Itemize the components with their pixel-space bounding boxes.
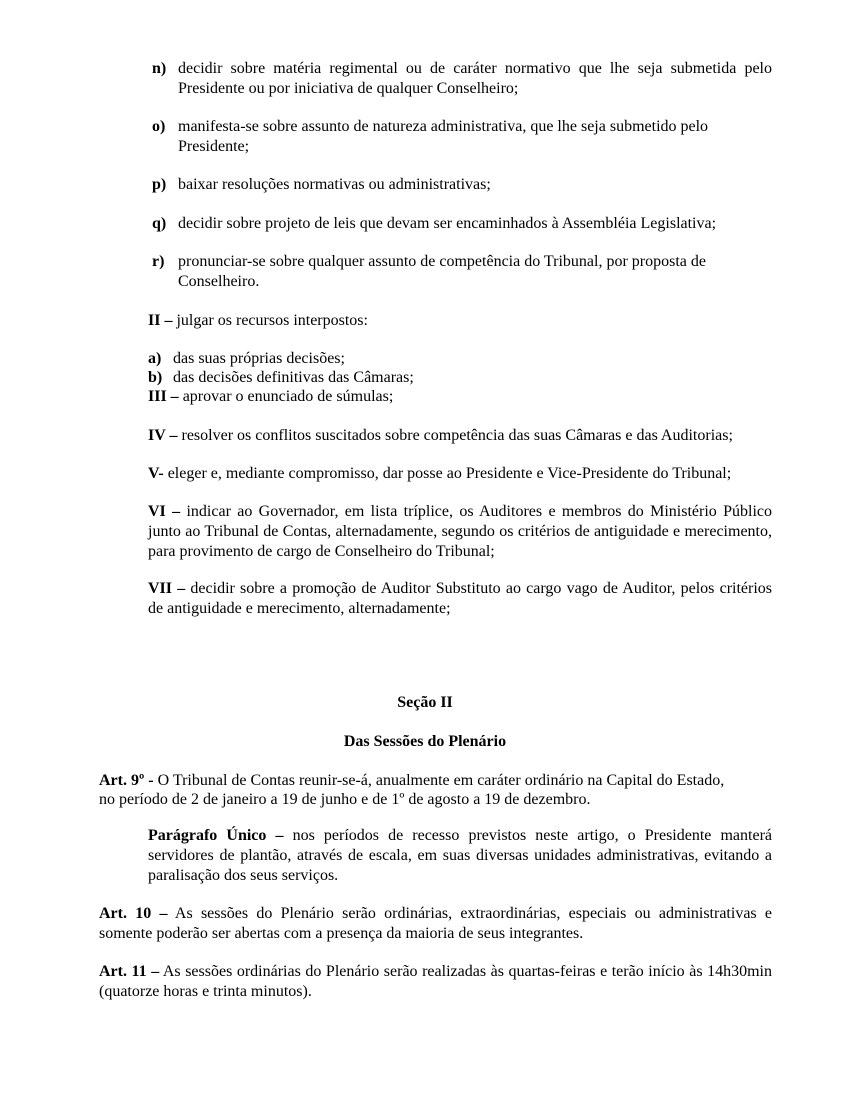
- inciso-text: aprovar o enunciado de súmulas;: [182, 388, 394, 405]
- art-11: [99, 962, 772, 1002]
- inciso-iii: [148, 387, 393, 407]
- item-text: baixar resoluções normativas ou administrativas;: [178, 176, 491, 193]
- inciso-text: decidir sobre a promoção de Auditor Substituto ao cargo vago de Auditor, pelos critérios de antiguidade e merecimento, alternadamente;: [148, 580, 773, 617]
- sub-item-text: das decisões definitivas das Câmaras;: [173, 369, 414, 386]
- inciso-text: resolver os conflitos suscitados sobre competência das suas Câmaras e das Auditorias;: [181, 427, 733, 444]
- sub-item-label: a): [148, 350, 162, 367]
- article-label: Art. 11 –: [99, 963, 160, 980]
- item-r: [152, 252, 772, 292]
- art-9-line-2: no período de 2 de janeiro a 19 de junho e de 1º de agosto a 19 de dezembro.: [99, 791, 591, 808]
- sub-item-a: [148, 349, 345, 369]
- item-text: decidir sobre matéria regimental ou de caráter normativo que lhe seja submetida pelo Presidente ou por iniciativa de qualquer Conselheiro;: [178, 60, 772, 97]
- item-q: [152, 214, 772, 234]
- paragraph-text: nos períodos de recesso previstos neste artigo, o Presidente manterá servidores de plantão, através de escala, em suas diversas unidades administrativas, evitando a paralisação dos seus serviços.: [148, 827, 773, 884]
- inciso-vi: [148, 502, 772, 562]
- sub-item-label: b): [148, 369, 163, 386]
- paragraph-label: Parágrafo Único –: [148, 827, 284, 844]
- item-label: q): [152, 215, 167, 232]
- inciso-label: IV –: [148, 427, 178, 444]
- sub-item-text: das suas próprias decisões;: [173, 350, 345, 367]
- inciso-ii: [148, 311, 368, 331]
- inciso-v: [148, 464, 731, 484]
- item-label: p): [152, 176, 167, 193]
- art-9-line-1: [99, 771, 724, 791]
- inciso-text: julgar os recursos interpostos:: [176, 312, 368, 329]
- item-n: [152, 59, 772, 99]
- article-label: Art. 9º -: [99, 772, 154, 789]
- article-text: As sessões do Plenário serão ordinárias, extraordinárias, especiais ou administrativas e somente poderão ser abertas com a presença da maioria de seus integrantes.: [99, 905, 773, 942]
- article-label: Art. 10 –: [99, 905, 168, 922]
- art-10: [99, 904, 772, 944]
- item-text: pronunciar-se sobre qualquer assunto de competência do Tribunal, por proposta de Conselheiro.: [178, 253, 706, 290]
- inciso-text: eleger e, mediante compromisso, dar posse ao Presidente e Vice-Presidente do Tribunal;: [167, 465, 732, 482]
- inciso-text: indicar ao Governador, em lista tríplice, os Auditores e membros do Ministério Público junto ao Tribunal de Contas, alternadamente, segundo os critérios de antiguidade e merecimento, para provimento de cargo de Conselheiro do Tribunal;: [148, 503, 773, 560]
- sub-item-b: [148, 368, 414, 388]
- article-text: As sessões ordinárias do Plenário serão realizadas às quartas-feiras e terão início às 14h30min (quatorze horas e trinta minutos).: [99, 963, 772, 1000]
- inciso-label: VII –: [148, 580, 186, 597]
- item-label: r): [152, 253, 165, 270]
- inciso-label: II –: [148, 312, 173, 329]
- item-label: o): [152, 118, 166, 135]
- inciso-label: III –: [148, 388, 179, 405]
- item-label: n): [152, 60, 167, 77]
- item-text: manifesta-se sobre assunto de natureza administrativa, que lhe seja submetido pelo Presidente;: [178, 118, 709, 155]
- section-subtitle: Das Sessões do Plenário: [343, 733, 507, 750]
- item-text: decidir sobre projeto de leis que devam ser encaminhados à Assembléia Legislativa;: [178, 215, 717, 232]
- paragrafo-unico: [148, 826, 772, 886]
- inciso-iv: [148, 426, 733, 446]
- article-text: O Tribunal de Contas reunir-se-á, anualmente em caráter ordinário na Capital do Estado,: [157, 772, 725, 789]
- inciso-label: VI –: [148, 503, 181, 520]
- inciso-label: V-: [148, 465, 164, 482]
- section-title: Seção II: [397, 694, 453, 711]
- item-o: [152, 117, 772, 157]
- item-p: [152, 175, 772, 195]
- inciso-vii: [148, 579, 772, 619]
